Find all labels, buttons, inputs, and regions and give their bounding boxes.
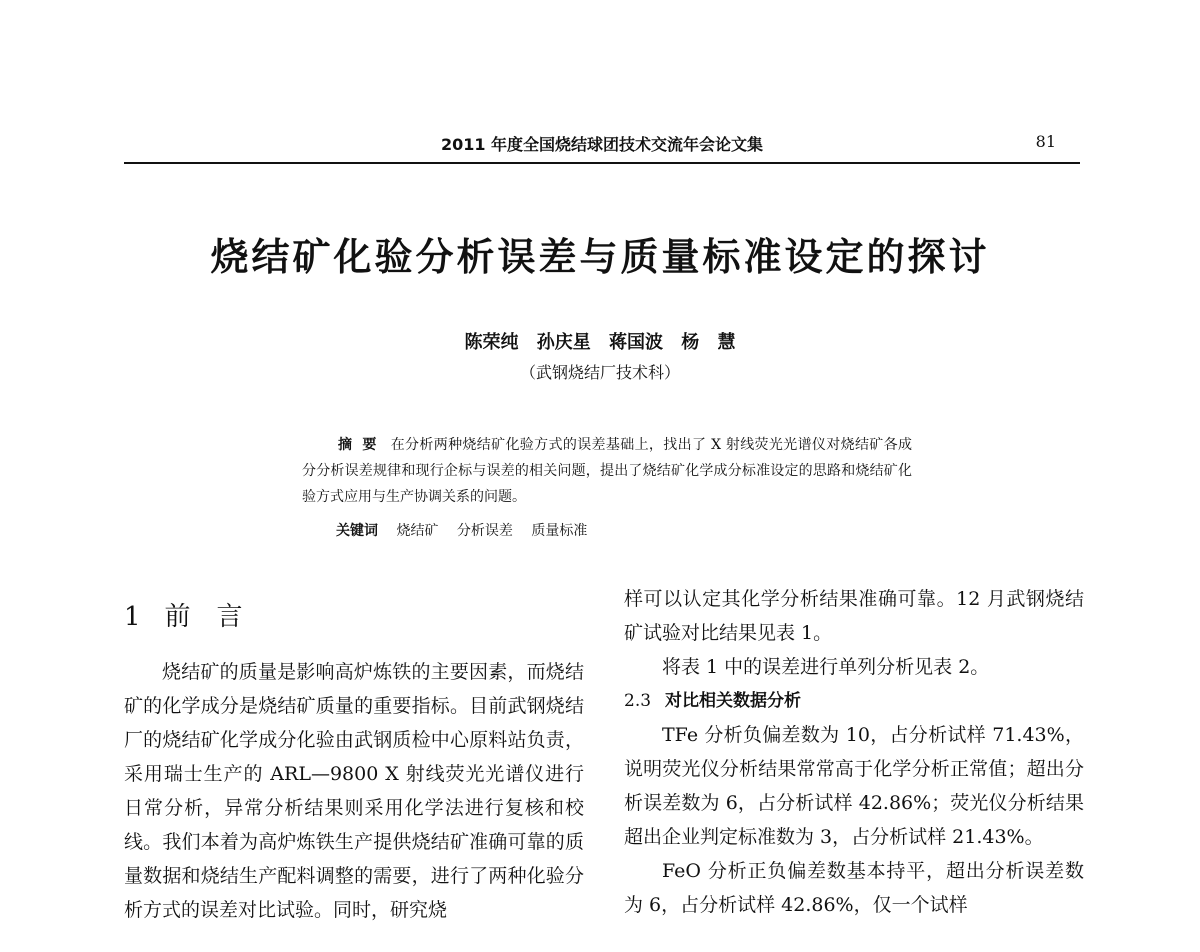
running-header bbox=[124, 128, 1080, 164]
abstract bbox=[302, 432, 912, 510]
right-column bbox=[624, 582, 1084, 922]
left-column bbox=[124, 596, 584, 927]
feo-paragraph: FeO 分析正负偏差数基本持平，超出分析误差数为 6，占分析试样 42.86%，仅一个试样 bbox=[624, 860, 1084, 916]
section-title: 前言 bbox=[164, 602, 269, 632]
keyword: 分析误差 bbox=[456, 523, 513, 539]
abstract-label: 摘要 bbox=[338, 437, 387, 453]
authors: 陈荣纯 孙庆星 蒋国波 杨 慧 bbox=[464, 332, 736, 353]
section-heading bbox=[124, 596, 584, 633]
table-reference-paragraph: 将表 1 中的误差进行单列分析见表 2。 bbox=[662, 656, 990, 678]
subsection-title: 对比相关数据分析 bbox=[665, 691, 802, 711]
keywords bbox=[336, 520, 601, 540]
page-number: 81 bbox=[1035, 132, 1056, 151]
paper-title: 烧结矿化验分析误差与质量标准设定的探讨 bbox=[210, 235, 990, 279]
journal-title: 2011 年度全国烧结球团技术交流年会论文集 bbox=[440, 135, 764, 154]
section-number: 1 bbox=[124, 602, 141, 632]
keyword: 烧结矿 bbox=[396, 523, 439, 539]
affiliation: （武钢烧结厂技术科） bbox=[519, 363, 680, 382]
intro-paragraph: 烧结矿的质量是影响高炉炼铁的主要因素，而烧结矿的化学成分是烧结矿质量的重要指标。目前武钢烧结厂的烧结矿化学成分化验由武钢质检中心原料站负责，采用瑞士生产的 ARL—9800 X 射线荧光光谱仪进行日常分析，异常分析结果则采用化学法进行复核和校线。我们本着为高炉炼铁生产提供烧结矿准确可靠的质量数据和烧结生产配料调整的需要，进行了两种化验分析方式的误差对比试验。同时，研究烧 bbox=[124, 661, 584, 921]
abstract-text: 在分析两种烧结矿化验方式的误差基础上，找出了 X 射线荧光光谱仪对烧结矿各成分分析误差规律和现行企标与误差的相关问题，提出了烧结矿化学成分标准设定的思路和烧结矿化验方式应用与生产协调关系的问题。 bbox=[302, 437, 913, 505]
subsection-heading bbox=[624, 684, 1084, 718]
subsection-number: 2.3 bbox=[624, 691, 652, 711]
keywords-label: 关键词 bbox=[336, 523, 378, 539]
tfe-paragraph: TFe 分析负偏差数为 10，占分析试样 71.43%，说明荧光仪分析结果常常高于化学分析正常值；超出分析误差数为 6，占分析试样 42.86%；荧光仪分析结果超出企业判定标准数为 3，占分析试样 21.43%。 bbox=[624, 724, 1084, 848]
keyword: 质量标准 bbox=[531, 523, 588, 539]
continued-paragraph: 样可以认定其化学分析结果准确可靠。12 月武钢烧结矿试验对比结果见表 1。 bbox=[624, 588, 1084, 644]
